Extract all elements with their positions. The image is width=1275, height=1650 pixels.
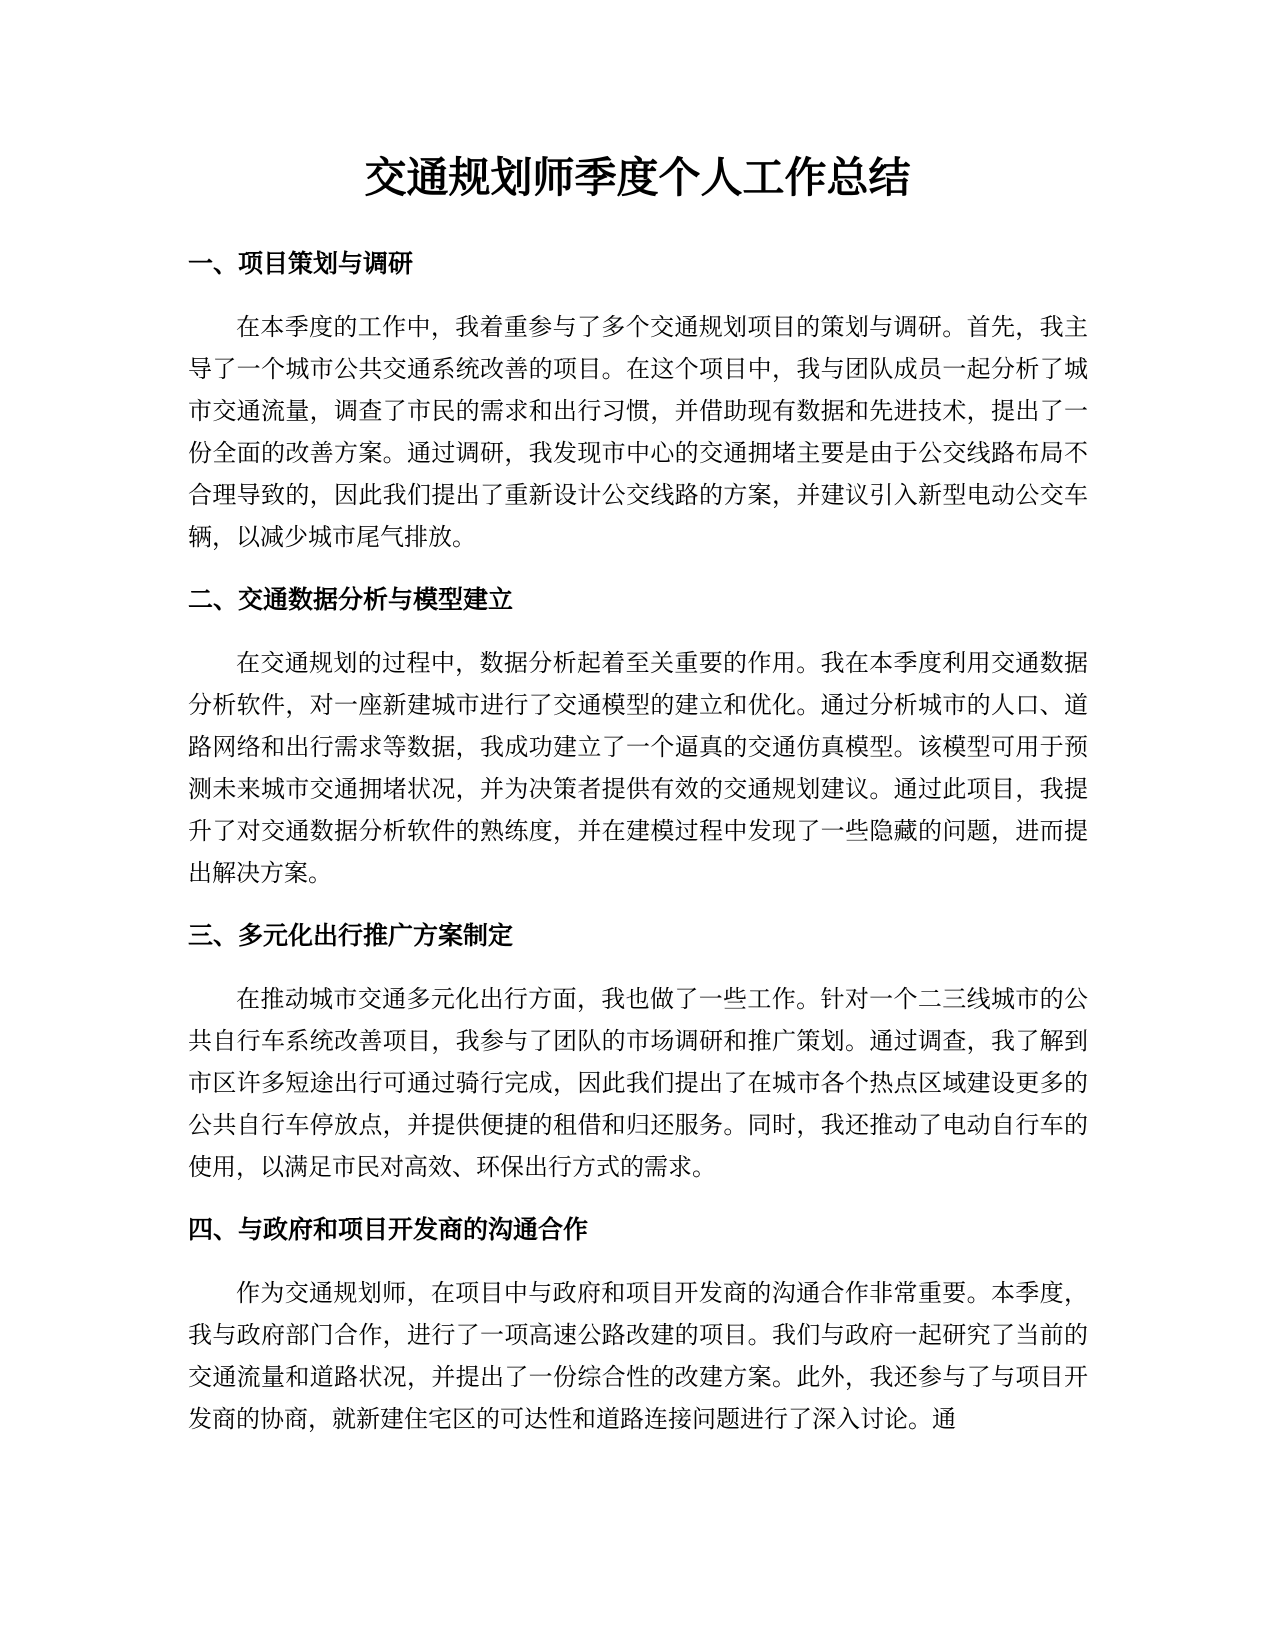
section-heading: 四、与政府和项目开发商的沟通合作 xyxy=(188,1215,589,1244)
section-project-planning xyxy=(188,246,1088,558)
section-paragraph: 作为交通规划师，在项目中与政府和项目开发商的沟通合作非常重要。本季度，我与政府部门合作，进行了一项高速公路改建的项目。我们与政府一起研究了当前的交通流量和道路状况，并提出了一份综合性的改建方案。此外，我还参与了与项目开发商的协商，就新建住宅区的可达性和道路连接问题进行了深入讨论。通 xyxy=(188,1279,1088,1433)
section-diversified-travel xyxy=(188,918,1088,1188)
section-data-analysis xyxy=(188,582,1088,894)
section-paragraph: 在本季度的工作中，我着重参与了多个交通规划项目的策划与调研。首先，我主导了一个城市公共交通系统改善的项目。在这个项目中，我与团队成员一起分析了城市交通流量，调查了市民的需求和出行习惯，并借助现有数据和先进技术，提出了一份全面的改善方案。通过调研，我发现市中心的交通拥堵主要是由于公交线路布局不合理导致的，因此我们提出了重新设计公交线路的方案，并建议引入新型电动公交车辆，以减少城市尾气排放。 xyxy=(188,313,1088,551)
section-heading: 一、项目策划与调研 xyxy=(188,249,414,278)
section-heading: 二、交通数据分析与模型建立 xyxy=(188,585,514,614)
document-title: 交通规划师季度个人工作总结 xyxy=(364,153,911,202)
section-paragraph: 在推动城市交通多元化出行方面，我也做了一些工作。针对一个二三线城市的公共自行车系统改善项目，我参与了团队的市场调研和推广策划。通过调查，我了解到市区许多短途出行可通过骑行完成，因此我们提出了在城市各个热点区域建设更多的公共自行车停放点，并提供便捷的租借和归还服务。同时，我还推动了电动自行车的使用，以满足市民对高效、环保出行方式的需求。 xyxy=(188,985,1088,1181)
document-content xyxy=(188,246,1088,1464)
section-heading: 三、多元化出行推广方案制定 xyxy=(188,921,514,950)
section-government-cooperation xyxy=(188,1212,1088,1440)
section-paragraph: 在交通规划的过程中，数据分析起着至关重要的作用。我在本季度利用交通数据分析软件，对一座新建城市进行了交通模型的建立和优化。通过分析城市的人口、道路网络和出行需求等数据，我成功建立了一个逼真的交通仿真模型。该模型可用于预测未来城市交通拥堵状况，并为决策者提供有效的交通规划建议。通过此项目，我提升了对交通数据分析软件的熟练度，并在建模过程中发现了一些隐藏的问题，进而提出解决方案。 xyxy=(188,649,1088,887)
